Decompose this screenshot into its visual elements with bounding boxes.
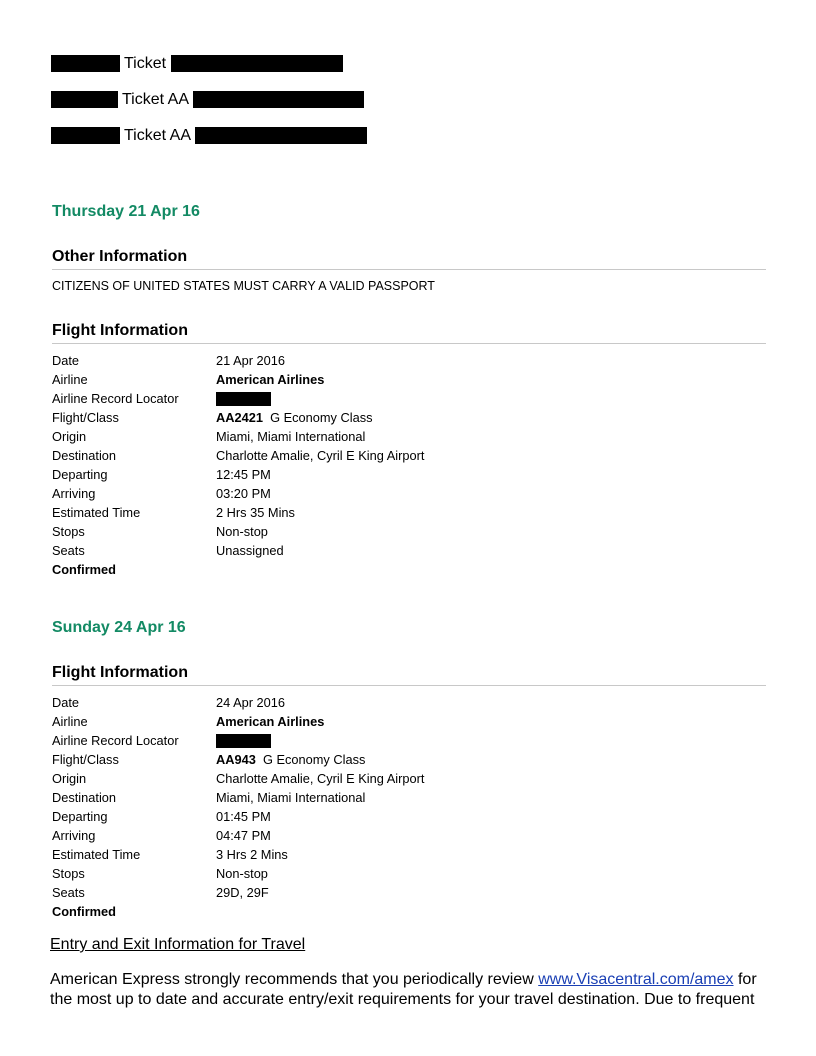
redaction-bar bbox=[195, 127, 367, 144]
row-status bbox=[52, 902, 766, 921]
row-value: American Airlines bbox=[216, 714, 325, 729]
row-date bbox=[52, 693, 766, 712]
flight-info-table-1 bbox=[52, 351, 766, 579]
row-departing bbox=[52, 465, 766, 484]
row-label: Stops bbox=[52, 866, 85, 881]
row-value: 12:45 PM bbox=[216, 467, 271, 482]
row-label: Estimated Time bbox=[52, 847, 141, 862]
entry-exit-paragraph bbox=[50, 970, 770, 1010]
row-label: Departing bbox=[52, 467, 108, 482]
paragraph-text: for the most up to date and accurate entry/exit requirements for your travel destination. Due to frequent bbox=[50, 971, 757, 1008]
row-label: Flight/Class bbox=[52, 752, 119, 767]
flight-class: G Economy Class bbox=[270, 410, 373, 425]
ticket-label: Ticket AA bbox=[124, 127, 191, 144]
row-record-locator bbox=[52, 731, 766, 750]
row-value: 03:20 PM bbox=[216, 486, 271, 501]
row-label: Airline Record Locator bbox=[52, 391, 179, 406]
row-departing bbox=[52, 807, 766, 826]
row-value: Unassigned bbox=[216, 543, 284, 558]
row-flight-class bbox=[52, 408, 766, 427]
row-label: Departing bbox=[52, 809, 108, 824]
row-value bbox=[216, 408, 766, 427]
row-destination bbox=[52, 446, 766, 465]
row-value: Non-stop bbox=[216, 524, 268, 539]
row-label: Airline bbox=[52, 372, 88, 387]
section-title-other-information: Other Information bbox=[52, 248, 766, 270]
row-label: Origin bbox=[52, 429, 87, 444]
row-value: Miami, Miami International bbox=[216, 429, 366, 444]
redaction-bar bbox=[51, 127, 120, 144]
row-label: Destination bbox=[52, 790, 117, 805]
day-heading: Sunday 24 Apr 16 bbox=[52, 619, 186, 636]
row-value: 04:47 PM bbox=[216, 828, 271, 843]
row-label: Date bbox=[52, 353, 80, 368]
redaction-bar bbox=[216, 392, 271, 406]
row-origin bbox=[52, 427, 766, 446]
row-value: 24 Apr 2016 bbox=[216, 695, 286, 710]
row-value: 29D, 29F bbox=[216, 885, 269, 900]
section-title-flight-information: Flight Information bbox=[52, 322, 766, 344]
row-label: Flight/Class bbox=[52, 410, 119, 425]
row-label: Airline Record Locator bbox=[52, 733, 179, 748]
row-stops bbox=[52, 864, 766, 883]
row-estimated-time bbox=[52, 845, 766, 864]
row-seats bbox=[52, 541, 766, 560]
row-label: Airline bbox=[52, 714, 88, 729]
row-label: Origin bbox=[52, 771, 87, 786]
visacentral-link[interactable]: www.Visacentral.com/amex bbox=[538, 971, 734, 988]
row-label: Arriving bbox=[52, 828, 96, 843]
redaction-bar bbox=[51, 91, 118, 108]
redaction-bar bbox=[216, 734, 271, 748]
row-value: Charlotte Amalie, Cyril E King Airport bbox=[216, 448, 425, 463]
flight-info-table-2 bbox=[52, 693, 766, 921]
row-destination bbox=[52, 788, 766, 807]
row-value bbox=[216, 731, 766, 750]
flight-class: G Economy Class bbox=[262, 752, 366, 767]
row-estimated-time bbox=[52, 503, 766, 522]
row-origin bbox=[52, 769, 766, 788]
row-status bbox=[52, 560, 766, 579]
status-confirmed: Confirmed bbox=[52, 904, 116, 919]
row-value: 01:45 PM bbox=[216, 809, 271, 824]
section-title-flight-information: Flight Information bbox=[52, 664, 766, 686]
row-label: Stops bbox=[52, 524, 85, 539]
row-value: 3 Hrs 2 Mins bbox=[216, 847, 288, 862]
row-airline bbox=[52, 712, 766, 731]
row-label: Arriving bbox=[52, 486, 96, 501]
row-flight-class bbox=[52, 750, 766, 769]
flight-number: AA943 bbox=[216, 752, 256, 767]
row-value: 2 Hrs 35 Mins bbox=[216, 505, 295, 520]
row-seats bbox=[52, 883, 766, 902]
status-confirmed: Confirmed bbox=[52, 562, 116, 577]
row-value: Miami, Miami International bbox=[216, 790, 366, 805]
ticket-label: Ticket bbox=[124, 55, 167, 72]
row-arriving bbox=[52, 484, 766, 503]
entry-exit-info-link[interactable]: Entry and Exit Information for Travel bbox=[50, 936, 306, 953]
row-date bbox=[52, 351, 766, 370]
row-arriving bbox=[52, 826, 766, 845]
row-airline bbox=[52, 370, 766, 389]
passport-note: CITIZENS OF UNITED STATES MUST CARRY A VALID PASSPORT bbox=[52, 279, 435, 293]
paragraph-text: American Express strongly recommends that you periodically review bbox=[50, 971, 539, 988]
row-value bbox=[216, 750, 766, 769]
flight-number: AA2421 bbox=[216, 410, 263, 425]
row-label: Estimated Time bbox=[52, 505, 141, 520]
redaction-bar bbox=[171, 55, 343, 72]
row-label: Date bbox=[52, 695, 80, 710]
day-heading: Thursday 21 Apr 16 bbox=[52, 203, 200, 220]
row-value: 21 Apr 2016 bbox=[216, 353, 286, 368]
row-record-locator bbox=[52, 389, 766, 408]
row-stops bbox=[52, 522, 766, 541]
row-value: American Airlines bbox=[216, 372, 325, 387]
redaction-bar bbox=[51, 55, 120, 72]
row-value: Charlotte Amalie, Cyril E King Airport bbox=[216, 771, 425, 786]
redaction-bar bbox=[193, 91, 364, 108]
row-value bbox=[216, 389, 766, 408]
ticket-label: Ticket AA bbox=[122, 91, 189, 108]
row-label: Destination bbox=[52, 448, 117, 463]
row-value: Non-stop bbox=[216, 866, 268, 881]
row-label: Seats bbox=[52, 885, 85, 900]
row-label: Seats bbox=[52, 543, 85, 558]
